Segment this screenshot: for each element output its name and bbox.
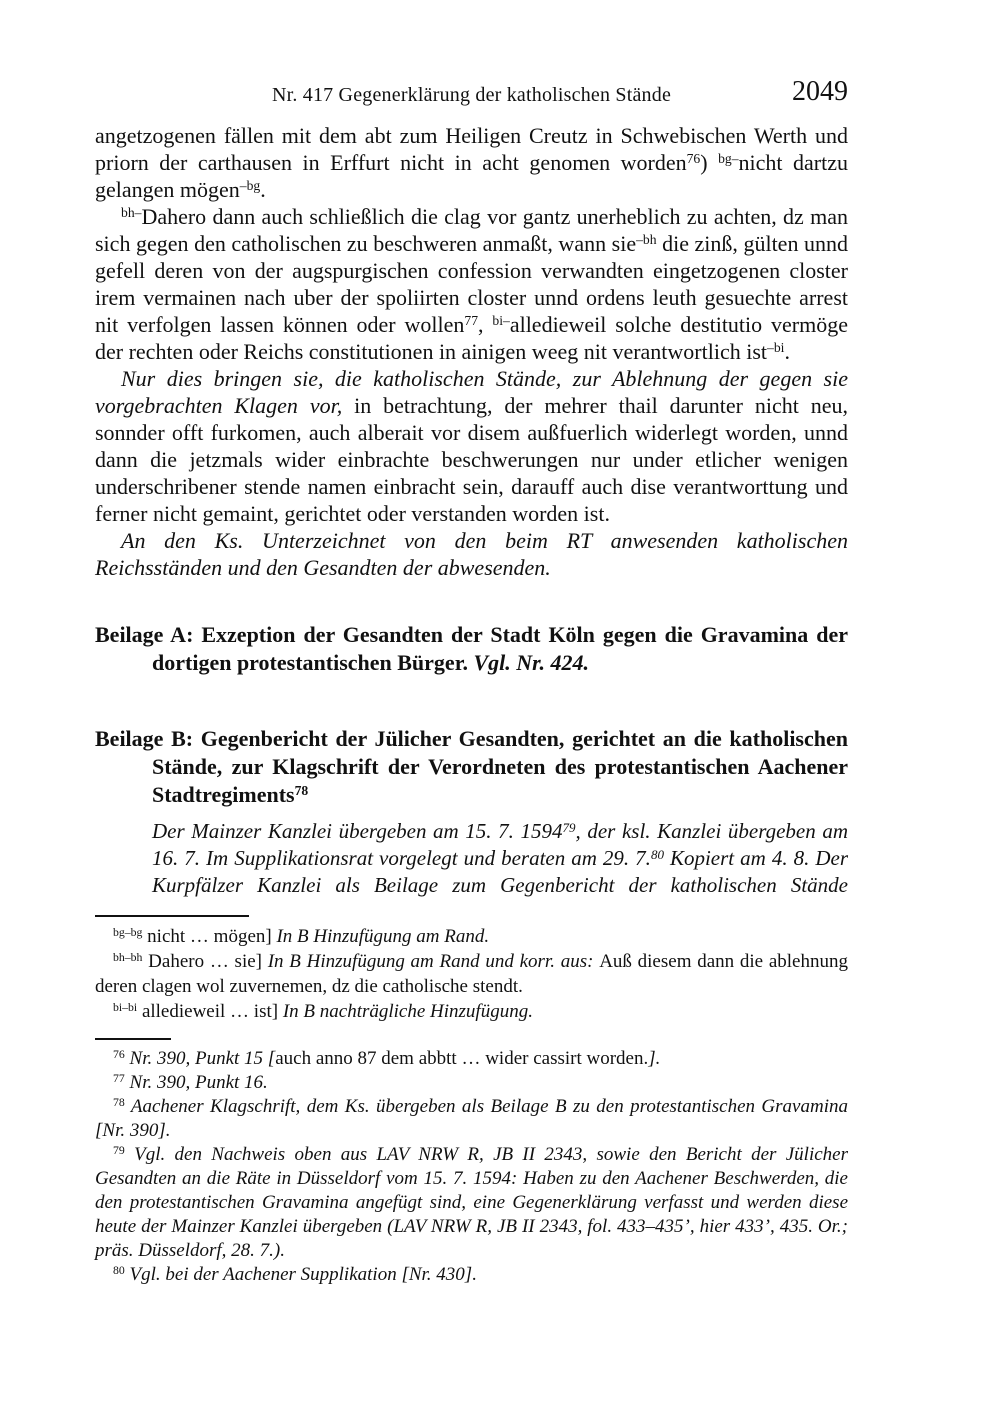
text-run: Beilage A: Exzeption der Gesandten der Stadt Köln gegen die Gravamina der dortigen protestantischen Bürger. [95, 622, 848, 675]
superscript-marker: bi– [492, 313, 510, 329]
text-run: Der Mainzer Kanzlei übergeben am 15. 7. 1594 [152, 819, 563, 843]
superscript-marker: bh– [121, 205, 142, 221]
superscript-marker: 78 [113, 1096, 125, 1110]
text-run: Dahero dann auch schließlich die clag vor gantz unerheblich zu achten, dz man sich gegen den catholischen zu beschweren anmaßt, wann sie [95, 204, 848, 256]
beilage-a-heading [95, 621, 848, 677]
text-run: alledieweil … ist] [137, 1001, 283, 1022]
paragraph-address-note [95, 527, 848, 581]
superscript-marker: 80 [113, 1264, 125, 1278]
text-run: Nr. 390, Punkt 15 [ [124, 1048, 276, 1069]
apparatus-entry-bi [95, 999, 848, 1024]
footnote-76 [95, 1047, 848, 1071]
text-run: In B nachträgliche Hinzufügung. [282, 1001, 533, 1022]
apparatus-entry-bg [95, 924, 848, 949]
page-header [95, 76, 848, 112]
superscript-marker: bg–bg [113, 926, 143, 940]
text-run: ]. [648, 1048, 661, 1069]
text-run: . [260, 177, 266, 202]
text-run: . [784, 339, 790, 364]
apparatus-separator-rule [95, 915, 249, 917]
superscript-marker: –bh [636, 232, 657, 248]
text-run: in betrachtung, der mehrer thail darunter nicht neu, sonnder offt furkomen, auch alberait vor disem außfuerlich widerlegt worden, unnd dann die jetzmals wider einbrachte beschwerungen nur under etlicher wenigen underschribener stende namen einbracht sein, darauff auch dise verantworttung und ferner nicht gemaint, gerichtet oder verstanden worden ist. [95, 393, 848, 526]
paragraph-editor-summary [95, 365, 848, 527]
superscript-marker: 77 [464, 313, 479, 329]
text-run: Kopiert am 4. 8. Der Kurpfälzer Kanzlei als Beilage zum Gegenbericht der katholischen Stände [152, 846, 848, 897]
superscript-marker: –bi [767, 340, 785, 356]
paragraph-dahero [95, 203, 848, 365]
text-run: , der ksl. Kanzlei übergeben am 16. 7. Im Supplikationsrat vorgelegt und beraten am 29. 7. [152, 819, 848, 870]
text-run: nicht dartzu gelangen mögen [95, 150, 848, 202]
text-run: , [478, 312, 493, 337]
text-run: Auß diesem dann die ablehnung deren clagen wol zuvernemen, dz die catholische stendt. [95, 951, 848, 997]
superscript-marker: 79 [562, 819, 576, 835]
footnote-78 [95, 1095, 848, 1143]
paragraph-continuation [95, 122, 848, 203]
apparatus-entry-bh [95, 949, 848, 999]
footnotes-block [95, 1047, 848, 1287]
running-header: Nr. 417 Gegenerklärung der katholischen Stände [271, 84, 672, 106]
text-run: Vgl. den Nachweis oben aus LAV NRW R, JB II 2343, sowie den Bericht der Jülicher Gesandten an die Räte in Düsseldorf vom 15. 7. 1594: Haben zu den Aachener Beschwerden, die den protestantischen Gravamina angefügt sind, eine Gegenerklärung verfasst und werden diese heute der Mainzer Kanzlei übergeben (LAV NRW R, JB II 2343, fol. 433–435’, hier 433’, 435. Or.; präs. Düsseldorf, 28. 7.). [95, 1144, 848, 1261]
superscript-marker: –bg [239, 178, 261, 194]
main-text-block [95, 122, 848, 899]
text-run: Beilage B: Gegenbericht der Jülicher Gesandten, gerichtet an die katholischen Stände, zur Klagschrift der Verordneten des protestantischen Aachener Stadtregiments [95, 726, 848, 807]
superscript-marker: 77 [113, 1072, 125, 1086]
superscript-marker: bh–bh [113, 951, 143, 965]
text-run: auch anno 87 dem abbtt … wider cassirt worden. [275, 1048, 649, 1069]
text-run: alledieweil solche destitutio vermöge der rechten oder Reichs constitutionen in ainigen weeg nit verantwortlich ist [95, 312, 848, 364]
superscript-marker: bi–bi [113, 1001, 138, 1015]
superscript-marker: 79 [113, 1144, 125, 1158]
text-run: An den Ks. Unterzeichnet von den beim RT anwesenden katholischen Reichsständen und den Gesandten der abwesenden. [95, 528, 848, 580]
dating-note [152, 818, 848, 899]
text-run: nicht … mögen] [142, 926, 277, 947]
superscript-marker: 80 [650, 846, 664, 862]
text-run: ) [700, 150, 719, 175]
text-run: Vgl. Nr. 424. [473, 650, 589, 675]
superscript-marker: 76 [113, 1048, 125, 1062]
text-run: In B Hinzufügung am Rand. [276, 926, 490, 947]
text-run: In B Hinzufügung am Rand und korr. aus: [267, 951, 600, 972]
text-run: die zinß, gülten unnd gefell deren von der augspurgischen confession verwandten eingetzogenen closter irem vermainen nach uber der spoliirten closter unnd ordens leuth gesuechte arrest nit verfolgen lassen können oder wollen [95, 231, 848, 337]
text-run: Nr. 390, Punkt 16. [124, 1072, 268, 1093]
superscript-marker: 78 [294, 783, 309, 799]
beilage-b-heading [95, 725, 848, 809]
text-run: Vgl. bei der Aachener Supplikation [Nr. 430]. [124, 1264, 477, 1285]
text-run: Aachener Klagschrift, dem Ks. übergeben als Beilage B zu den protestantischen Gravamina [Nr. 390]. [95, 1096, 848, 1141]
footnote-separator-rule [95, 1038, 171, 1040]
footnote-79 [95, 1143, 848, 1263]
text-run: Nur dies bringen sie, die katholischen Stände, zur Ablehnung der gegen sie vorgebrachten Klagen vor, [95, 366, 848, 418]
text-run: Dahero … sie] [142, 951, 268, 972]
page-number: 2049 [792, 76, 848, 107]
text-run: angetzogenen fällen mit dem abt zum Heiligen Creutz in Schwebischen Werth und priorn der carthausen in Erffurt nicht in acht genomen worden [95, 123, 848, 175]
superscript-marker: 76 [686, 151, 701, 167]
superscript-marker: bg– [718, 151, 739, 167]
footnote-80 [95, 1263, 848, 1287]
footnote-77 [95, 1071, 848, 1095]
critical-apparatus [95, 924, 848, 1024]
